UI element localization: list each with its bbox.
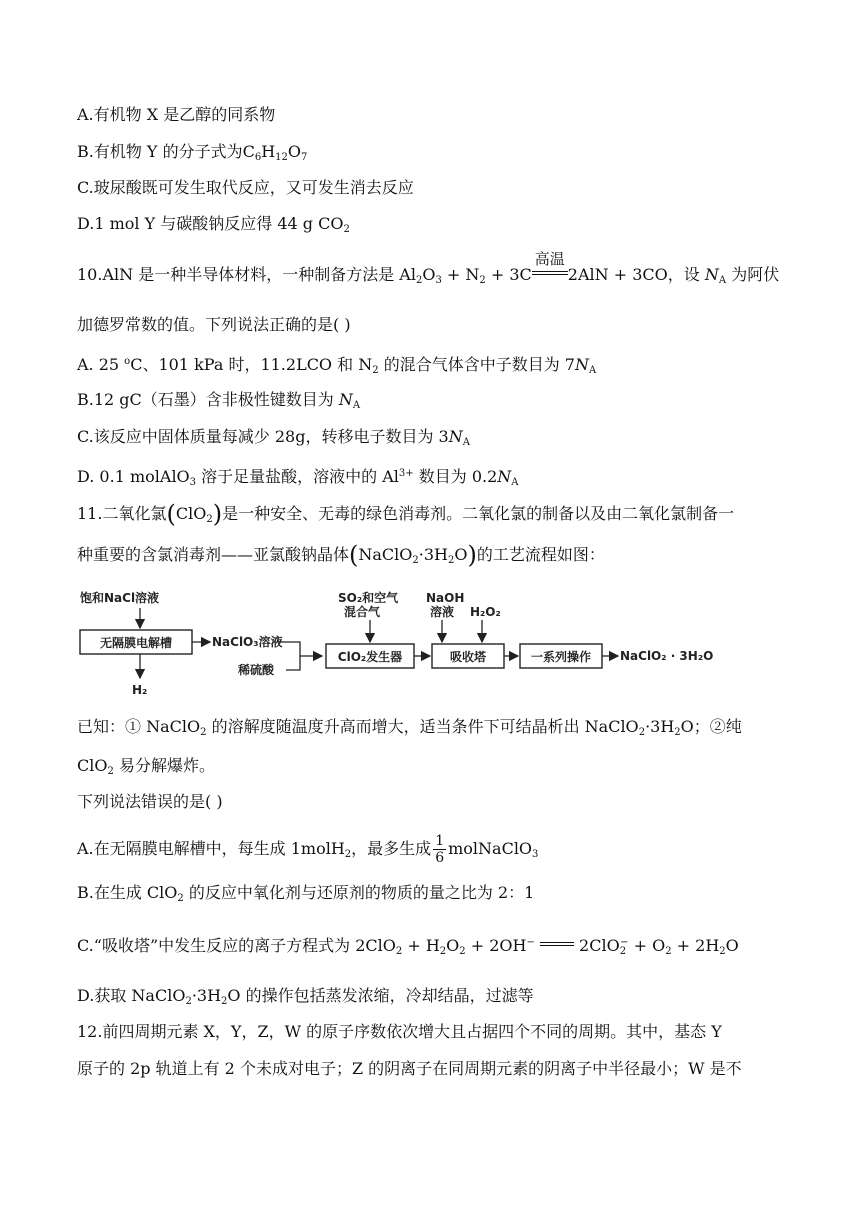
q10-option-d: D. 0.1 molAlO$_3$ 溶于足量盐酸，溶液中的 $Al^{3+}$ 数目为 $0.2N_A$: [77, 467, 519, 488]
flow-arrow-2: [278, 642, 322, 656]
q11-stem-line1: 11.二氧化氯(ClO$_2$)是一种安全、无毒的绿色消毒剂。二氧化氯的制备以及由二氧化氯制备一: [77, 500, 735, 528]
flow-acid-label: 稀硫酸: [238, 663, 275, 677]
flow-gas-label-2: 混合气: [344, 605, 381, 619]
process-flow-diagram: [70, 584, 790, 700]
flow-box-electrolyzer-label: 无隔膜电解槽: [99, 636, 173, 650]
q9-option-c: C.玻尿酸既可发生取代反应，又可发生消去反应: [77, 178, 414, 197]
q11-known-line2: ClO$_2$ 易分解爆炸。: [77, 756, 215, 777]
flow-box-operations-label: 一系列操作: [530, 650, 592, 664]
flow-arrow-acid: [286, 656, 300, 670]
q11-option-c: C.“吸收塔”中发生反应的离子方程式为 $2ClO_2 + H_2O_2 + 2OH^-$ $2ClO_2^- + O_2 + 2H_2O$: [77, 936, 739, 957]
q11-question: 下列说法错误的是( ): [77, 792, 223, 811]
q10-question: 加德罗常数的值。下列说法正确的是( ): [77, 315, 351, 334]
flow-feed-label: 饱和NaCl溶液: [80, 591, 160, 605]
q11-known-line1: 已知：① NaClO$_2$ 的溶解度随温度升高而增大，适当条件下可结晶析出 $NaClO_2\cdot 3H_2O$；②纯: [77, 717, 742, 738]
q10-option-a: A. 25 $^o$C、101 kPa 时，11.2LCO 和 $N_2$ 的混合气体含中子数目为 $7N_A$: [77, 355, 597, 376]
q9-option-a: A.有机物 X 是乙醇的同系物: [77, 105, 276, 124]
q12-stem-line2: 原子的 2p 轨道上有 2 个未成对电子；Z 的阴离子在同周期元素的阴离子中半径最小；W 是不: [77, 1059, 742, 1078]
q9-option-d: D.1 mol Y 与碳酸钠反应得 44 g $CO_2$: [77, 214, 350, 235]
flow-naoh-label-1: NaOH: [426, 591, 465, 605]
flow-naclo3-label: NaClO₃溶液: [212, 635, 283, 649]
flow-box-generator-label: ClO₂发生器: [337, 650, 403, 664]
flow-naoh-label-2: 溶液: [430, 605, 455, 619]
q11-option-a: A.在无隔膜电解槽中，每生成 1molH$_2$，最多生成 $\frac{1}{6}$ molNaClO$_3$: [77, 833, 539, 866]
q11-stem-line2: 种重要的含氯消毒剂——亚氯酸钠晶体$(NaClO_2\cdot 3H_2O)$的工艺流程如图：: [77, 541, 605, 569]
q11-option-d: D.获取 $NaClO_2\cdot 3H_2O$ 的操作包括蒸发浓缩，冷却结晶，过滤等: [77, 986, 534, 1007]
q10-stem: 10.AlN 是一种半导体材料，一种制备方法是 $Al_2O_3 + N_2 + 3C$ 高温 2AlN + 3CO，设 $N_A$ 为阿伏: [77, 250, 780, 286]
flow-h2o2-label: H₂O₂: [470, 605, 501, 619]
flow-product-label: NaClO₂ · 3H₂O: [620, 649, 714, 663]
flow-gas-label-1: SO₂和空气: [338, 591, 399, 605]
q9-option-b: B.有机物 Y 的分子式为$C_6H_{12}O_7$: [77, 142, 308, 163]
fraction-one-sixth: $\frac{1}{6}$: [435, 833, 445, 866]
q10-option-c: C.该反应中固体质量每减少 28g，转移电子数目为 $3N_A$: [77, 427, 470, 448]
flow-box-absorber-label: 吸收塔: [449, 650, 487, 664]
q10-option-b: B.12 gC（石墨）含非极性键数目为 $N_A$: [77, 390, 361, 411]
q12-stem-line1: 12.前四周期元素 X，Y，Z，W 的原子序数依次增大且占据四个不同的周期。其中，基态 Y: [77, 1022, 722, 1041]
reaction-condition: 高温: [532, 264, 568, 286]
flow-h2-label: H₂: [132, 683, 148, 697]
q11-option-b: B.在生成 ClO$_2$ 的反应中氧化剂与还原剂的物质的量之比为 2：1: [77, 883, 535, 904]
